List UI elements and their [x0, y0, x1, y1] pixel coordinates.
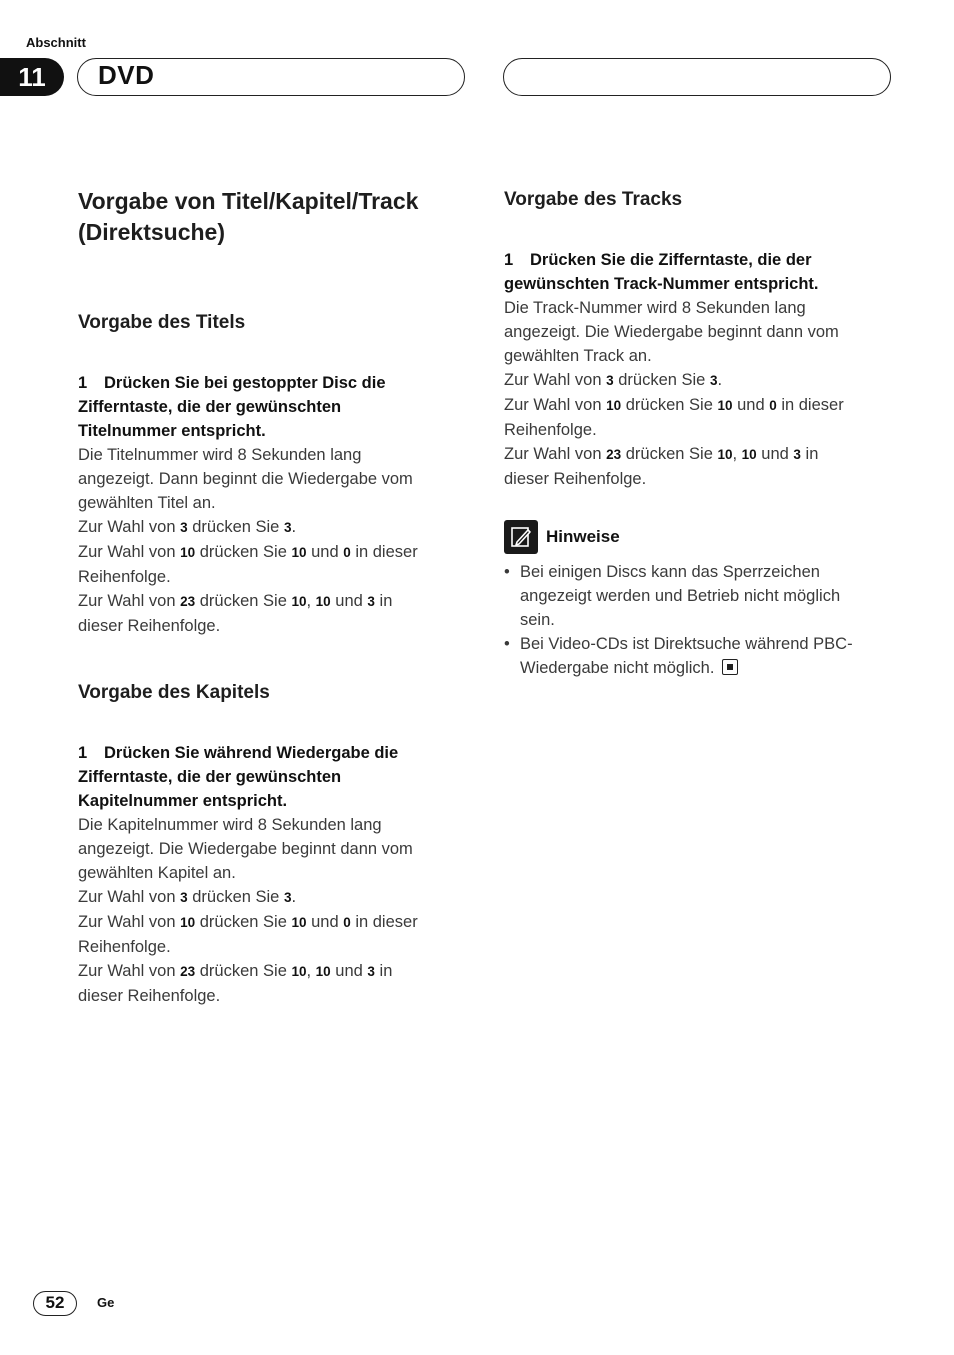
example-line: Zur Wahl von 3 drücken Sie 3.: [78, 888, 297, 906]
key-label: 3: [606, 373, 614, 388]
description-line: angezeigt. Die Wiedergabe beginnt dann vom: [78, 840, 413, 858]
pencil-note-icon: [504, 520, 538, 554]
chapter-number: 11: [0, 58, 64, 96]
key-label: 10: [180, 545, 196, 560]
key-label: 3: [793, 447, 801, 462]
example-line: Zur Wahl von 3 drücken Sie 3.: [504, 371, 723, 389]
description-line: Die Kapitelnummer wird 8 Sekunden lang: [78, 816, 382, 834]
titel-heading: Vorgabe des Titels: [78, 312, 246, 333]
end-of-section-icon: [722, 659, 738, 675]
example-line: Zur Wahl von 10 drücken Sie 10 und 0 in dieser: [78, 543, 418, 561]
track-step: [504, 248, 894, 296]
description-line: angezeigt. Die Wiedergabe beginnt dann vom: [504, 323, 839, 341]
key-label: 3: [709, 373, 718, 388]
kapitel-block: [78, 741, 458, 1008]
note-line: Bei einigen Discs kann das Sperrzeichen: [520, 563, 820, 581]
main-title-line: Vorgabe von Titel/Kapitel/Track: [78, 188, 419, 214]
example-line: Reihenfolge.: [78, 568, 171, 586]
bullet: •: [504, 563, 510, 581]
key-label: 10: [291, 545, 307, 560]
notes-list: [504, 560, 894, 680]
example-line: Reihenfolge.: [504, 421, 597, 439]
description-line: angezeigt. Dann beginnt die Wiedergabe vom: [78, 470, 413, 488]
key-label: 10: [741, 447, 757, 462]
bullet: •: [504, 635, 510, 653]
step-text: Drücken Sie während Wiedergabe die: [104, 744, 399, 762]
description-line: Die Titelnummer wird 8 Sekunden lang: [78, 446, 362, 464]
notes-title: Hinweise: [546, 527, 620, 546]
list-item: [504, 560, 894, 632]
step-text: Drücken Sie die Zifferntaste, die der: [530, 251, 812, 269]
kapitel-heading: Vorgabe des Kapitels: [78, 682, 270, 703]
main-title: [78, 186, 468, 248]
example-line: dieser Reihenfolge.: [504, 470, 647, 488]
description-line: Die Track-Nummer wird 8 Sekunden lang: [504, 299, 806, 317]
notes-header: [504, 520, 620, 554]
key-label: 3: [283, 890, 292, 905]
key-label: 3: [283, 520, 292, 535]
step-number: 1: [78, 744, 88, 762]
titel-step: [78, 371, 458, 443]
note-line: Wiedergabe nicht möglich.: [520, 656, 894, 680]
key-label: 10: [291, 915, 307, 930]
step-text: Zifferntaste, die der gewünschten: [78, 398, 342, 416]
note-line: Bei Video-CDs ist Direktsuche während PBC-: [520, 635, 853, 653]
step-text: Titelnummer entspricht.: [78, 422, 266, 440]
description-line: gewählten Kapitel an.: [78, 864, 236, 882]
chapter-title: DVD: [98, 60, 155, 90]
track-heading: Vorgabe des Tracks: [504, 189, 683, 210]
note-line: angezeigt werden und Betrieb nicht möglich: [520, 587, 841, 605]
key-label: 10: [717, 447, 733, 462]
key-label: 10: [717, 398, 733, 413]
key-label: 3: [367, 594, 375, 609]
header-empty-box: [503, 58, 891, 96]
key-label: 10: [180, 915, 196, 930]
step-text: Kapitelnummer entspricht.: [78, 792, 288, 810]
step-text: gewünschten Track-Nummer entspricht.: [504, 275, 819, 293]
key-label: 23: [180, 964, 196, 979]
key-label: 10: [315, 964, 331, 979]
track-block: [504, 248, 894, 491]
example-line: Zur Wahl von 3 drücken Sie 3.: [78, 518, 297, 536]
note-line: sein.: [520, 611, 555, 629]
list-item: [504, 632, 894, 680]
example-line: Zur Wahl von 23 drücken Sie 10, 10 und 3 in: [504, 445, 819, 463]
description-line: gewählten Titel an.: [78, 494, 216, 512]
key-label: 23: [180, 594, 196, 609]
page-number: 52: [33, 1291, 77, 1316]
key-label: 10: [291, 594, 307, 609]
key-label: 23: [606, 447, 622, 462]
step-text: Drücken Sie bei gestoppter Disc die: [104, 374, 386, 392]
key-label: 10: [291, 964, 307, 979]
language-code: Ge: [97, 1295, 115, 1310]
key-label: 10: [315, 594, 331, 609]
key-label: 3: [180, 520, 188, 535]
key-label: 0: [343, 545, 351, 560]
example-line: Zur Wahl von 10 drücken Sie 10 und 0 in dieser: [504, 396, 844, 414]
key-label: 0: [343, 915, 351, 930]
key-label: 10: [606, 398, 622, 413]
example-line: dieser Reihenfolge.: [78, 987, 221, 1005]
step-number: 1: [78, 374, 88, 392]
step-number: 1: [504, 251, 514, 269]
chapter-title-box: [77, 58, 465, 96]
example-line: Zur Wahl von 10 drücken Sie 10 und 0 in dieser: [78, 913, 418, 931]
key-label: 0: [769, 398, 777, 413]
main-title-line: (Direktsuche): [78, 219, 225, 245]
example-line: Reihenfolge.: [78, 938, 171, 956]
example-line: Zur Wahl von 23 drücken Sie 10, 10 und 3 in: [78, 592, 393, 610]
description-line: gewählten Track an.: [504, 347, 652, 365]
kapitel-step: [78, 741, 458, 813]
key-label: 3: [367, 964, 375, 979]
key-label: 3: [180, 890, 188, 905]
section-label: Abschnitt: [26, 35, 86, 50]
example-line: dieser Reihenfolge.: [78, 617, 221, 635]
titel-block: [78, 371, 458, 638]
step-text: Zifferntaste, die der gewünschten: [78, 768, 342, 786]
example-line: Zur Wahl von 23 drücken Sie 10, 10 und 3 in: [78, 962, 393, 980]
